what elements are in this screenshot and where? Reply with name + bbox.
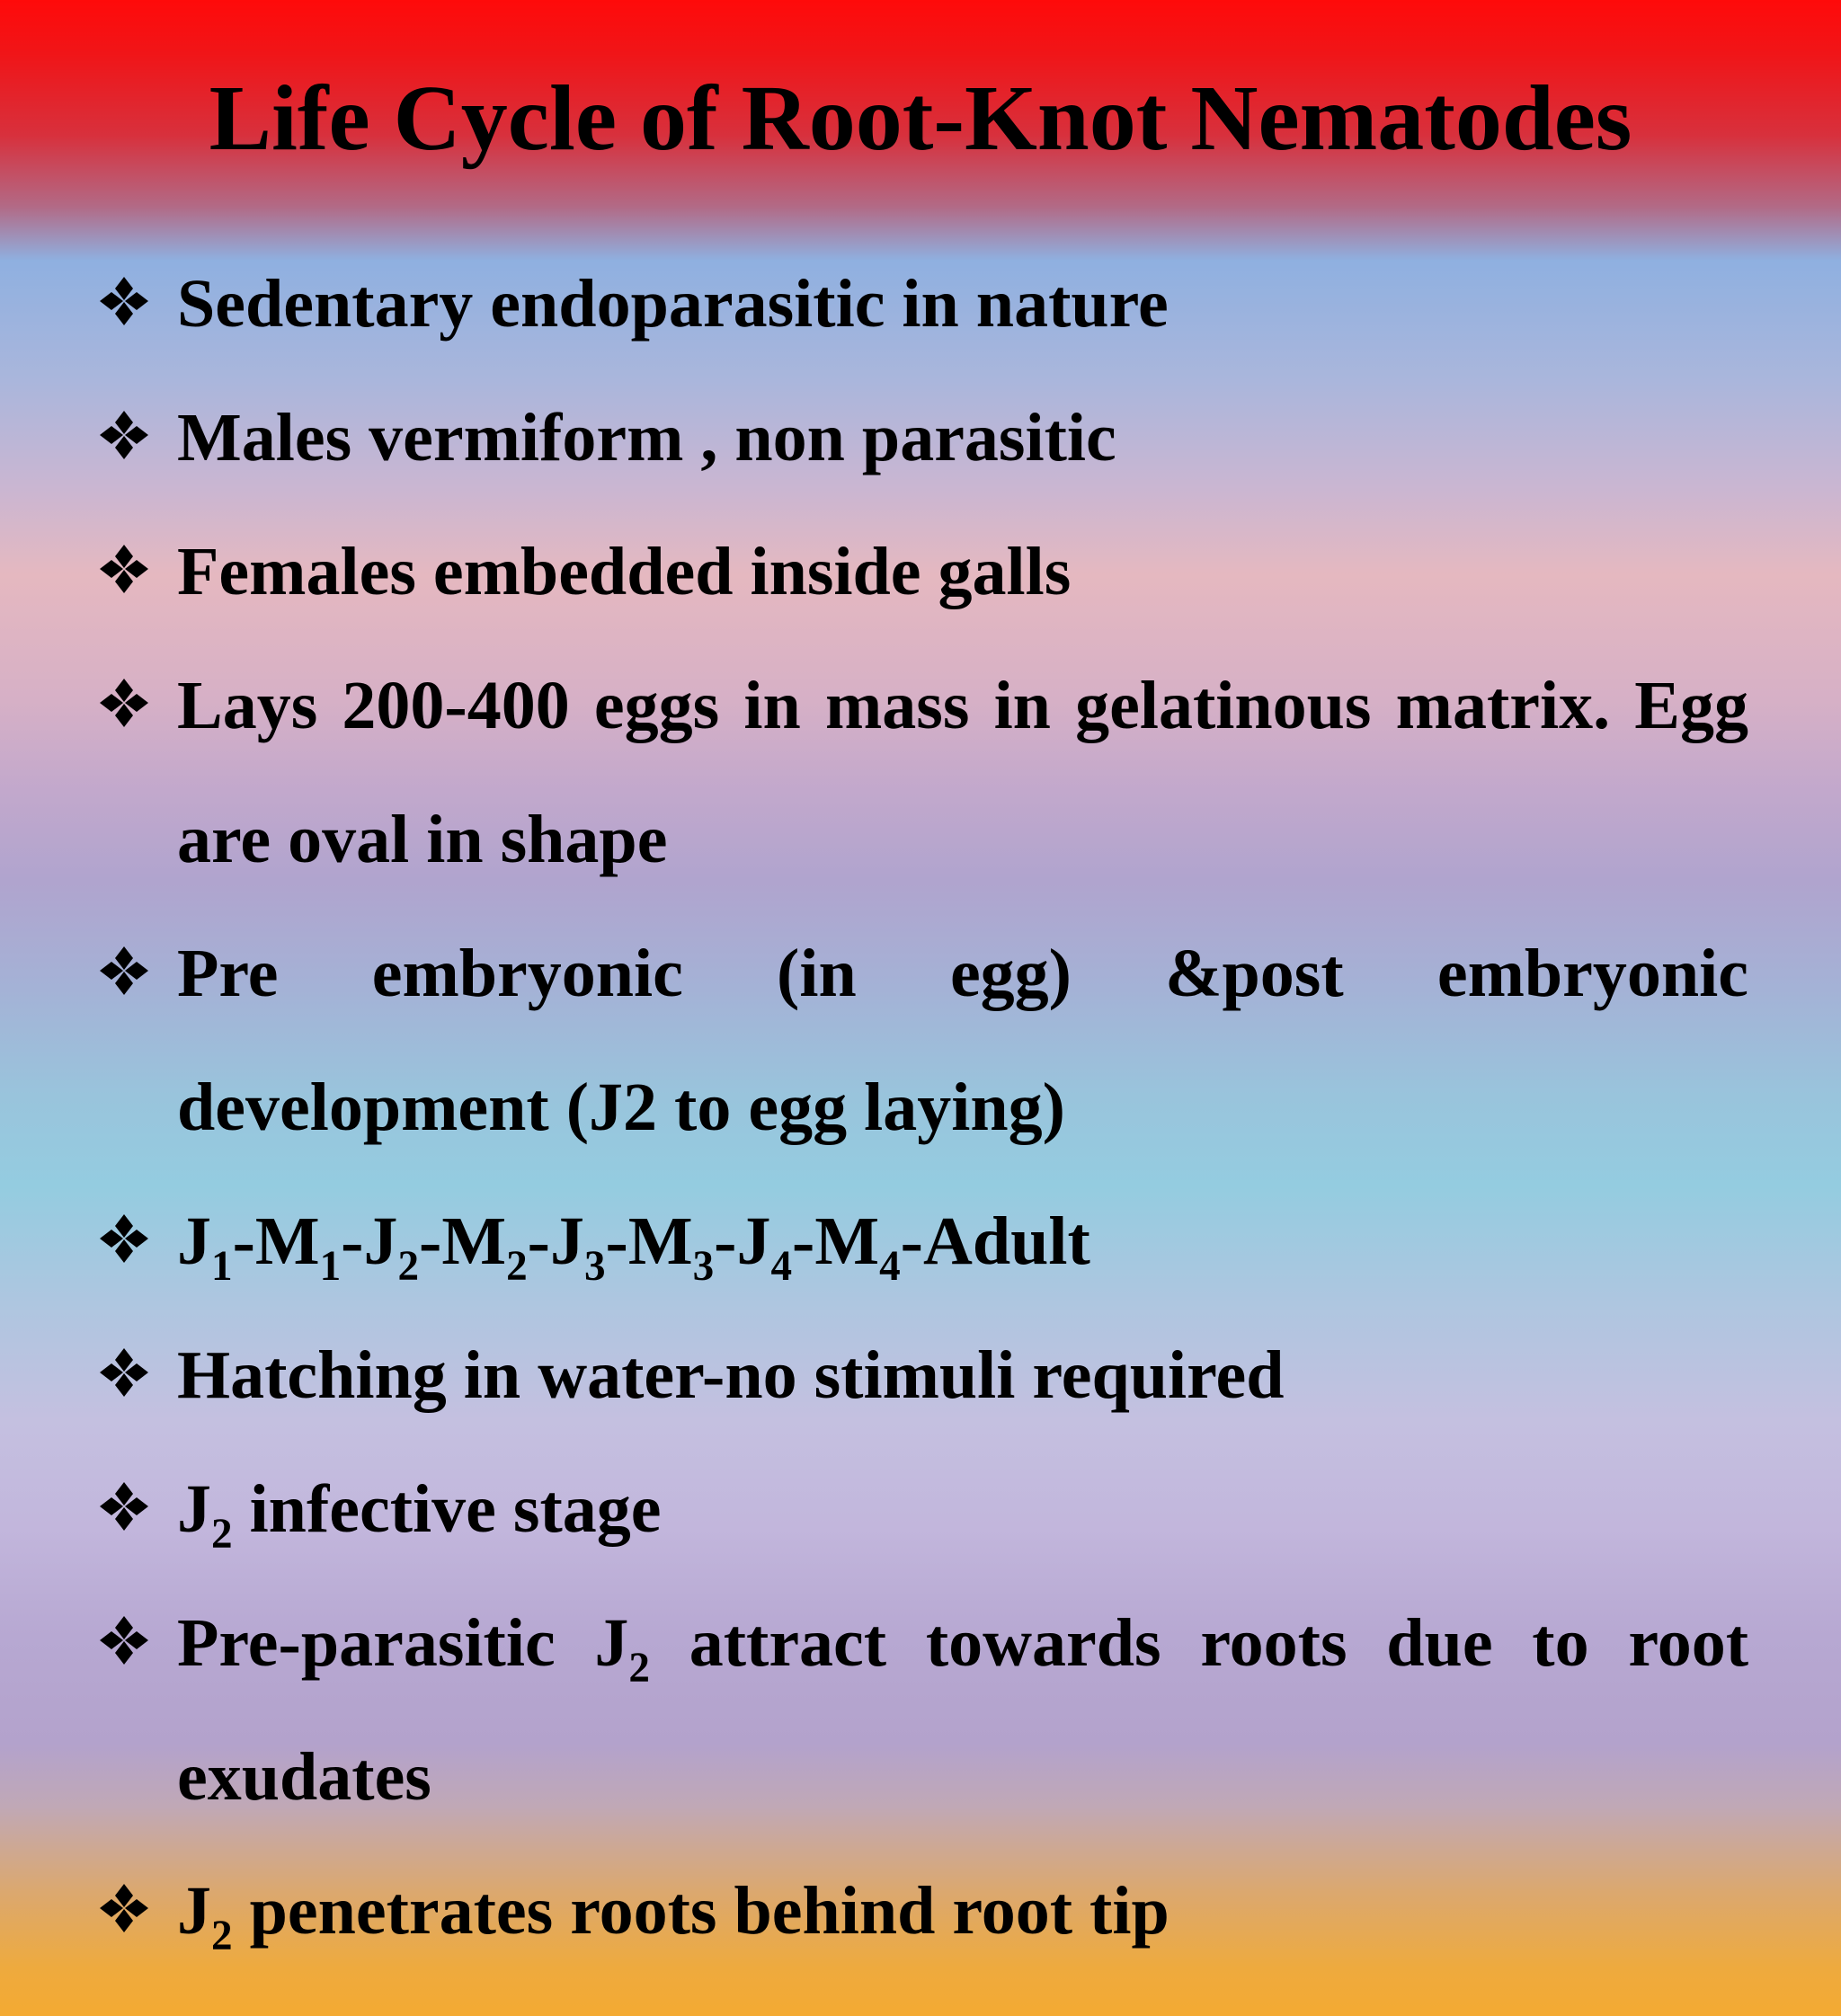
stage-subscript: 2 <box>506 1242 528 1290</box>
item-text <box>177 1471 662 1558</box>
item-text <box>177 1873 1170 1959</box>
stage-separator: - <box>605 1203 628 1279</box>
stage-separator: - <box>900 1203 923 1279</box>
juvenile-subscript: 2 <box>211 1510 233 1558</box>
list-item-males <box>99 371 1748 505</box>
four-diamond-bullet-icon <box>99 410 149 460</box>
item-text: Sedentary endoparasitic in nature <box>177 266 1169 342</box>
stage-final: Adult <box>922 1203 1090 1279</box>
four-diamond-bullet-icon <box>99 1481 149 1532</box>
four-diamond-bullet-icon <box>99 1347 149 1398</box>
list-item-sedentary <box>99 237 1748 371</box>
four-diamond-bullet-icon <box>99 276 149 326</box>
list-item-eggs <box>99 639 1748 907</box>
list-item-hatching <box>99 1309 1748 1443</box>
item-text <box>177 1605 1748 1815</box>
stage-separator: - <box>792 1203 815 1279</box>
stage-subscript: 1 <box>211 1242 233 1290</box>
stage-separator: - <box>341 1203 364 1279</box>
stage-separator: - <box>419 1203 442 1279</box>
stage-base: M <box>441 1203 507 1279</box>
juvenile-subscript: 2 <box>628 1644 650 1692</box>
stage-base: J <box>549 1203 584 1279</box>
juvenile-base: J <box>594 1605 629 1681</box>
stage-subscript: 3 <box>692 1242 715 1290</box>
stage-base: M <box>814 1203 880 1279</box>
item-text: Hatching in water-no stimuli required <box>177 1337 1285 1413</box>
list-item-development <box>99 907 1748 1175</box>
four-diamond-bullet-icon <box>99 1615 149 1665</box>
juvenile-subscript: 2 <box>211 1912 233 1959</box>
juvenile-base: J <box>177 1471 211 1547</box>
stage-sequence <box>177 1203 1090 1290</box>
list-item-infective-stage <box>99 1443 1748 1576</box>
four-diamond-bullet-icon <box>99 678 149 728</box>
list-item-stages <box>99 1175 1748 1309</box>
stage-separator: - <box>527 1203 550 1279</box>
juvenile-base: J <box>177 1873 211 1949</box>
list-item-females <box>99 505 1748 639</box>
slide-title: Life Cycle of Root-Knot Nematodes <box>209 67 1632 170</box>
stage-subscript: 2 <box>397 1242 420 1290</box>
stage-base: J <box>363 1203 398 1279</box>
item-rest: attract towards roots due to root exudates <box>177 1605 1748 1815</box>
bullet-list <box>99 237 1748 1978</box>
stage-base: J <box>736 1203 771 1279</box>
stage-separator: - <box>714 1203 737 1279</box>
item-text: Lays 200-400 eggs in mass in gelatinous matrix. Egg are oval in shape <box>177 668 1748 877</box>
stage-base: J <box>177 1203 211 1279</box>
list-item-penetration <box>99 1844 1748 1978</box>
stage-subscript: 3 <box>583 1242 606 1290</box>
list-item-attraction <box>99 1576 1748 1844</box>
item-rest: penetrates roots behind root tip <box>232 1873 1170 1949</box>
stage-separator: - <box>232 1203 255 1279</box>
four-diamond-bullet-icon <box>99 1883 149 1933</box>
stage-subscript: 4 <box>879 1242 901 1290</box>
four-diamond-bullet-icon <box>99 544 149 594</box>
item-pre: Pre-parasitic <box>177 1605 595 1681</box>
item-rest: infective stage <box>232 1471 662 1547</box>
four-diamond-bullet-icon <box>99 1213 149 1264</box>
four-diamond-bullet-icon <box>99 946 149 996</box>
item-text: Males vermiform , non parasitic <box>177 400 1116 475</box>
item-text: Pre embryonic (in egg) &post embryonic development (J2 to egg laying) <box>177 936 1748 1145</box>
stage-subscript: 1 <box>319 1242 342 1290</box>
stage-base: M <box>627 1203 693 1279</box>
item-text: Females embedded inside galls <box>177 534 1072 609</box>
stage-base: M <box>254 1203 320 1279</box>
stage-subscript: 4 <box>770 1242 793 1290</box>
